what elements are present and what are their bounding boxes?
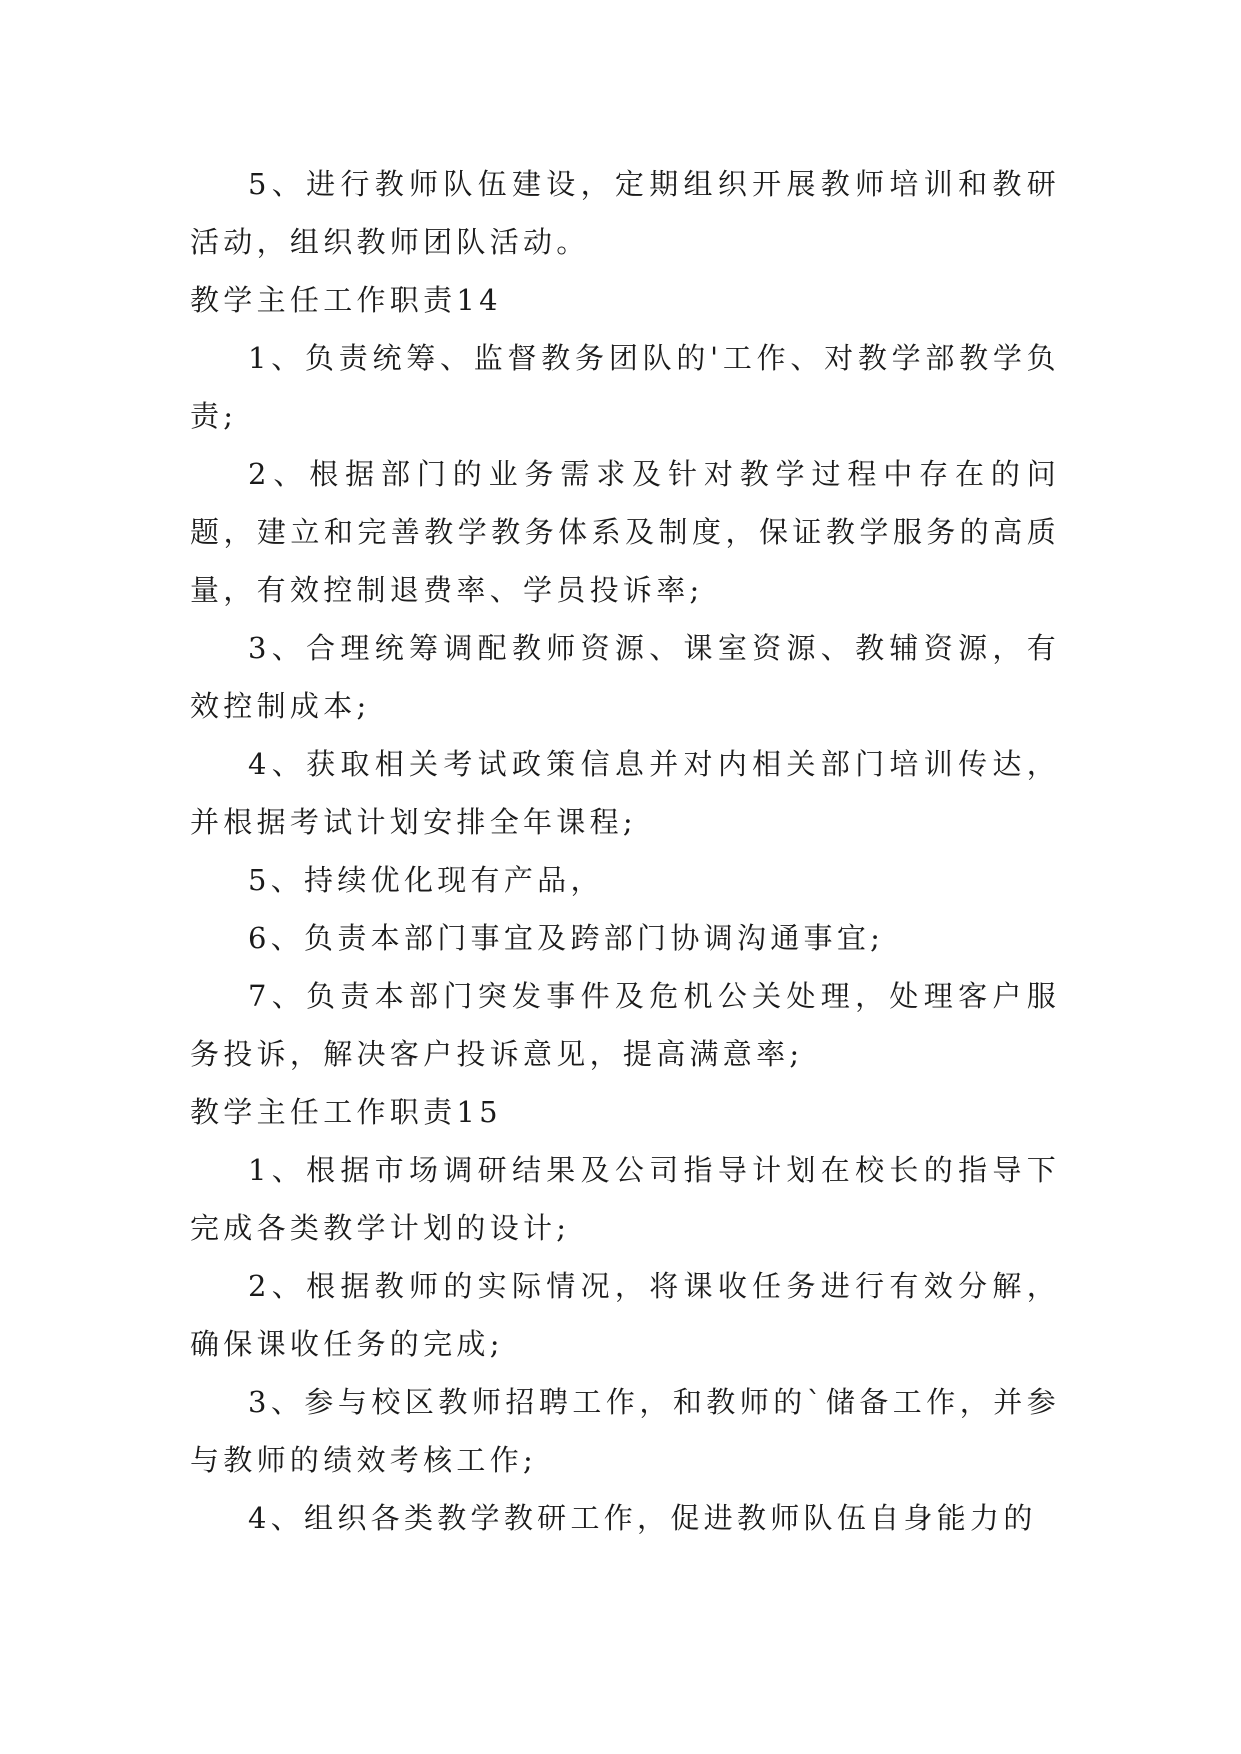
section-heading-15: 教学主任工作职责15 [190, 1095, 502, 1129]
paragraph-14-item-3: 3、合理统筹调配教师资源、课室资源、教辅资源，有效控制成本; [190, 631, 1060, 723]
paragraph-15-item-3: 3、参与校区教师招聘工作，和教师的`储备工作，并参与教师的绩效考核工作; [190, 1385, 1060, 1477]
document-body [190, 155, 1060, 1547]
paragraph-15-item-1: 1、根据市场调研结果及公司指导计划在校长的指导下完成各类教学计划的设计; [190, 1153, 1060, 1245]
paragraph-14-item-7: 7、负责本部门突发事件及危机公关处理，处理客户服务投诉，解决客户投诉意见，提高满意率; [190, 979, 1060, 1071]
paragraph-14-item-6: 6、负责本部门事宜及跨部门协调沟通事宜; [248, 921, 885, 955]
paragraph-teacher-team-building: 5、进行教师队伍建设，定期组织开展教师培训和教研活动，组织教师团队活动。 [190, 167, 1060, 259]
paragraph-14-item-2: 2、根据部门的业务需求及针对教学过程中存在的问题，建立和完善教学教务体系及制度，保证教学服务的高质量，有效控制退费率、学员投诉率; [190, 457, 1060, 607]
paragraph-14-item-1: 1、负责统筹、监督教务团队的'工作、对教学部教学负责; [190, 341, 1060, 433]
paragraph-15-item-4: 4、组织各类教学教研工作，促进教师队伍自身能力的 [248, 1501, 1037, 1535]
paragraph-15-item-2: 2、根据教师的实际情况，将课收任务进行有效分解，确保课收任务的完成; [190, 1269, 1060, 1361]
paragraph-14-item-4: 4、获取相关考试政策信息并对内相关部门培训传达，并根据考试计划安排全年课程; [190, 747, 1060, 839]
paragraph-14-item-5: 5、持续优化现有产品， [248, 863, 604, 897]
section-heading-14: 教学主任工作职责14 [190, 283, 502, 317]
